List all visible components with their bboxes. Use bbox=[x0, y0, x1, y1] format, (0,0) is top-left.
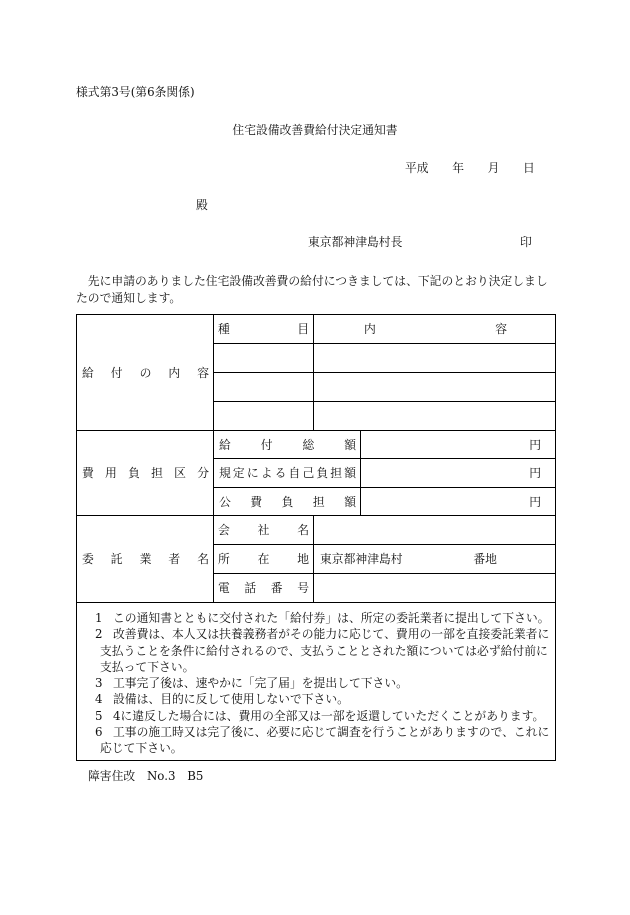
addressee-suffix: 殿 bbox=[196, 198, 208, 212]
note-item bbox=[77, 675, 555, 691]
cost-self-label: 規定による自己負担額 bbox=[219, 466, 356, 480]
address-label: 所在地 bbox=[218, 552, 309, 566]
address-value: 東京都神津島村 番地 bbox=[320, 552, 497, 566]
note-text: 4に違反した場合には、費用の全部又は一部を返還していただくことがあります。 bbox=[113, 708, 545, 723]
note-number: 3 bbox=[95, 676, 103, 690]
phone-label: 電話番号 bbox=[218, 581, 309, 595]
benefit-content-cell bbox=[313, 343, 556, 373]
cost-total-amount-cell bbox=[360, 430, 556, 459]
company-name-label: 会社名 bbox=[218, 523, 309, 537]
benefit-header-item: 種目 bbox=[218, 322, 309, 336]
issuer-seal: 印 bbox=[520, 235, 532, 249]
benefit-label: 給付の内容 bbox=[82, 365, 209, 380]
phone-value-cell bbox=[313, 573, 556, 603]
note-number: 2 bbox=[95, 627, 103, 642]
note-text: 改善費は、本人又は扶養義務者がその能力に応じて、費用の一部を直接委託業者に bbox=[113, 627, 550, 642]
note-number: 6 bbox=[95, 724, 103, 739]
benefit-header-content: 内容 bbox=[364, 322, 507, 336]
note-number: 5 bbox=[95, 708, 103, 723]
cost-public-label: 公費負担額 bbox=[219, 494, 356, 509]
cost-self-amount-cell bbox=[360, 458, 556, 488]
note-item bbox=[77, 708, 555, 724]
cost-public-label-cell bbox=[213, 487, 361, 516]
footer-code: 障害住改 No.3 B5 bbox=[88, 769, 204, 783]
cost-public-amount-cell bbox=[360, 487, 556, 516]
intro-line: たので通知します。 bbox=[76, 291, 182, 305]
note-text: この通知書とともに交付された「給付券」は、所定の委託業者に提出して下さい。 bbox=[113, 611, 550, 625]
company-name-label-cell bbox=[213, 515, 314, 545]
benefit-item-cell bbox=[213, 401, 314, 431]
intro-paragraph bbox=[76, 273, 566, 307]
address-label-cell bbox=[213, 544, 314, 574]
benefit-label-cell bbox=[76, 314, 214, 431]
decision-table bbox=[76, 314, 556, 761]
note-item bbox=[77, 626, 555, 642]
note-text: 設備は、目的に反して使用しないで下さい。 bbox=[113, 692, 349, 707]
cost-label-cell bbox=[76, 430, 214, 516]
contractor-label: 委託業者名 bbox=[82, 552, 209, 566]
note-item bbox=[77, 691, 555, 707]
note-item bbox=[77, 724, 555, 740]
benefit-header-item-cell bbox=[213, 314, 314, 344]
benefit-item-cell bbox=[213, 372, 314, 402]
cost-total-label: 給付総額 bbox=[219, 437, 356, 452]
note-item bbox=[77, 610, 555, 626]
note-number: 1 bbox=[95, 611, 103, 625]
document-title: 住宅設備改善費給付決定通知書 bbox=[232, 123, 398, 137]
benefit-header-content-cell bbox=[313, 314, 556, 344]
issuer-name: 東京都神津島村長 bbox=[308, 235, 403, 249]
intro-line: 先に申請のありました住宅設備改善費の給付につきましては、下記のとおり決定しまし bbox=[87, 274, 548, 288]
notes-box bbox=[76, 602, 556, 761]
benefit-content-cell bbox=[313, 401, 556, 431]
contractor-label-cell bbox=[76, 515, 214, 603]
yen-unit: 円 bbox=[529, 437, 541, 452]
cost-self-label-cell bbox=[213, 458, 361, 488]
benefit-content-cell bbox=[313, 372, 556, 402]
company-name-value-cell bbox=[313, 515, 556, 545]
note-text: 工事の施工時又は完了後に、必要に応じて調査を行うことがありますので、これに bbox=[113, 724, 550, 739]
cost-total-label-cell bbox=[213, 430, 361, 459]
note-continuation: 支払うことを条件に給付されるので、支払うこととされた額については必ず給付前に bbox=[100, 643, 548, 658]
cost-label: 費用負担区分 bbox=[82, 466, 209, 480]
address-value-cell bbox=[313, 544, 556, 574]
form-number: 様式第3号(第6条関係) bbox=[76, 85, 195, 99]
notes-list bbox=[77, 610, 555, 756]
yen-unit: 円 bbox=[529, 466, 541, 480]
benefit-item-cell bbox=[213, 343, 314, 373]
phone-label-cell bbox=[213, 573, 314, 603]
yen-unit: 円 bbox=[529, 494, 541, 509]
note-continuation: 支払って下さい。 bbox=[100, 659, 195, 674]
note-number: 4 bbox=[95, 692, 103, 707]
issue-date: 平成 年 月 日 bbox=[405, 161, 535, 175]
note-continuation: 応じて下さい。 bbox=[100, 741, 183, 755]
note-text: 工事完了後は、速やかに「完了届」を提出して下さい。 bbox=[113, 676, 408, 690]
